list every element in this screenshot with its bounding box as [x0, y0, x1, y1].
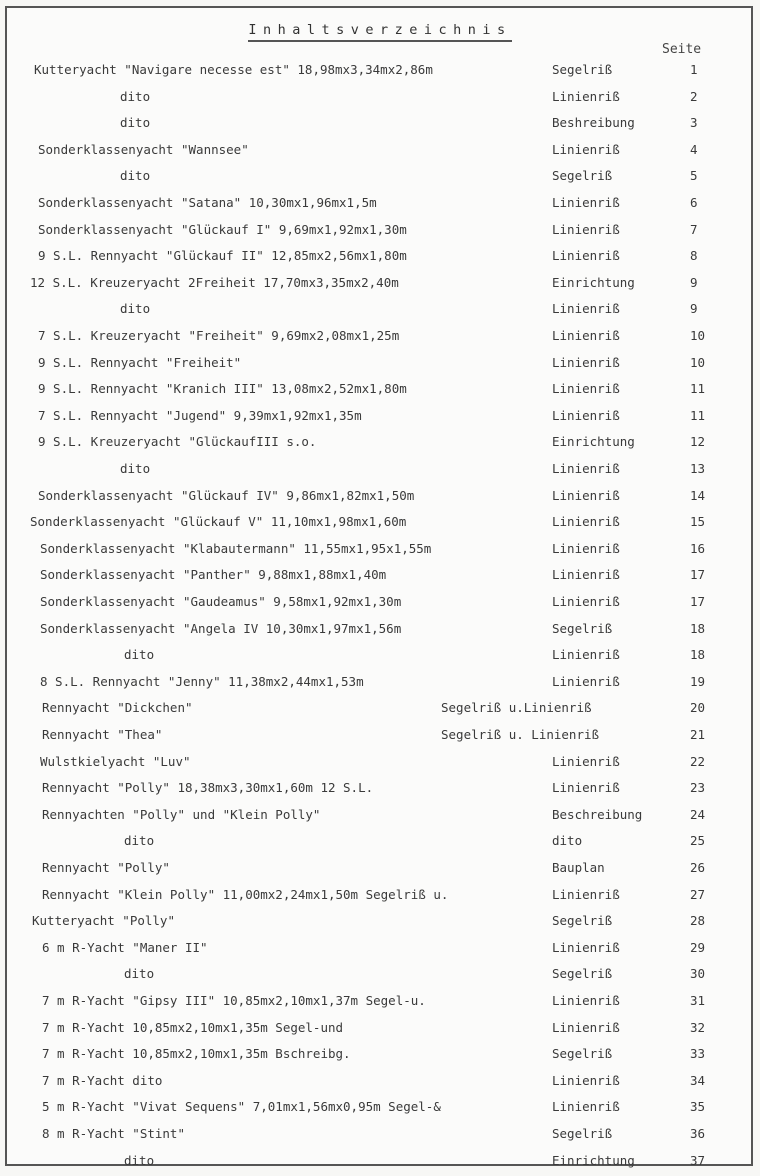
entry-drawing-type: Einrichtung — [552, 1152, 635, 1168]
toc-row — [0, 298, 760, 320]
toc-row — [0, 591, 760, 613]
toc-row — [0, 618, 760, 640]
entry-drawing-type: Segelriß — [552, 168, 613, 184]
entry-title: Rennyacht "Polly" — [42, 860, 170, 875]
entry-title: 7 m R-Yacht dito — [42, 1072, 163, 1088]
entry-drawing-type: Linienriß — [552, 195, 620, 210]
toc-row — [0, 857, 760, 879]
entry-page-number: 9 — [690, 274, 698, 290]
toc-row — [0, 59, 760, 81]
entry-page-number: 31 — [690, 993, 706, 1008]
entry-page-number: 28 — [690, 913, 706, 929]
entry-drawing-type: Segelriß — [552, 913, 613, 929]
entry-drawing-type: Linienriß — [552, 1099, 620, 1115]
entry-title: dito — [120, 88, 151, 104]
toc-row — [0, 1017, 760, 1039]
entry-drawing-type: Bauplan — [552, 860, 605, 875]
entry-page-number: 10 — [690, 354, 706, 370]
entry-page-number: 20 — [690, 700, 706, 716]
entry-title: 8 S.L. Rennyacht "Jenny" 11,38mx2,44mx1,53m — [40, 673, 364, 689]
entry-drawing-type: Linienriß — [552, 407, 620, 423]
toc-row — [0, 538, 760, 560]
entry-page-number: 17 — [690, 594, 706, 609]
entry-page-number: 11 — [690, 407, 706, 423]
entry-title: Sonderklassenyacht "Satana" 10,30mx1,96mx1,5m — [38, 195, 377, 210]
entry-drawing-type: Segelriß — [552, 62, 613, 77]
entry-title: 7 m R-Yacht 10,85mx2,10mx1,35m Segel-und — [42, 1019, 344, 1035]
entry-drawing-type: Linienriß — [552, 753, 620, 769]
entry-page-number: 26 — [690, 860, 706, 875]
entry-title: dito — [124, 1152, 155, 1168]
entry-drawing-type: dito — [552, 833, 583, 849]
entry-page-number: 11 — [690, 381, 706, 397]
entry-page-number: 13 — [690, 461, 706, 476]
entry-title: Sonderklassenyacht "Angela IV 10,30mx1,97mx1,56m — [40, 620, 402, 636]
entry-page-number: 14 — [690, 487, 706, 503]
toc-row — [0, 697, 760, 719]
entry-drawing-type: Linienriß — [552, 594, 620, 609]
toc-row — [0, 272, 760, 294]
toc-row — [0, 777, 760, 799]
toc-row — [0, 724, 760, 746]
toc-row — [0, 564, 760, 586]
entry-title: Sonderklassenyacht "Glückauf I" 9,69mx1,92mx1,30m — [38, 221, 407, 237]
entry-page-number: 33 — [690, 1046, 706, 1062]
entry-page-number: 18 — [690, 620, 706, 636]
entry-title: 6 m R-Yacht "Maner II" — [42, 939, 208, 955]
entry-drawing-type: Einrichtung — [552, 434, 635, 450]
toc-row — [0, 458, 760, 480]
entry-page-number: 9 — [690, 301, 698, 317]
entry-title: Sonderklassenyacht "Klabautermann" 11,55mx1,95x1,55m — [40, 540, 432, 556]
entry-drawing-type: Einrichtung — [552, 274, 635, 290]
toc-row — [0, 86, 760, 108]
toc-row — [0, 378, 760, 400]
entry-page-number: 4 — [690, 141, 698, 157]
entry-title: Sonderklassenyacht "Panther" 9,88mx1,88mx1,40m — [40, 567, 387, 583]
entry-page-number: 18 — [690, 647, 706, 663]
entry-drawing-type: Segelriß — [552, 1126, 613, 1141]
entry-drawing-type: Segelriß — [552, 620, 613, 636]
entry-title: 9 S.L. Rennyacht "Glückauf II" 12,85mx2,56mx1,80m — [38, 248, 407, 264]
entry-drawing-type: Linienriß — [552, 221, 620, 237]
toc-row — [0, 751, 760, 773]
entry-page-number: 34 — [690, 1072, 706, 1088]
toc-row — [0, 219, 760, 241]
entry-page-number: 16 — [690, 540, 706, 556]
entry-title: Kutteryacht "Navigare necesse est" 18,98mx3,34mx2,86m — [34, 62, 433, 77]
toc-row — [0, 431, 760, 453]
toc-row — [0, 910, 760, 932]
toc-row — [0, 165, 760, 187]
entry-title: 7 m R-Yacht 10,85mx2,10mx1,35m Bschreibg. — [42, 1046, 351, 1062]
entry-drawing-type: Linienriß — [552, 301, 620, 317]
entry-page-number: 10 — [690, 328, 706, 343]
entry-title: Sonderklassenyacht "Glückauf IV" 9,86mx1,82mx1,50m — [38, 487, 415, 503]
entry-drawing-type: Beshreibung — [552, 115, 635, 131]
entry-drawing-type: Linienriß — [552, 487, 620, 503]
toc-row — [0, 963, 760, 985]
entry-page-number: 8 — [690, 248, 698, 264]
entry-title: 5 m R-Yacht "Vivat Sequens" 7,01mx1,56mx0,95m Segel-& — [42, 1099, 441, 1115]
toc-row — [0, 511, 760, 533]
entry-drawing-type: Linienriß — [552, 567, 620, 583]
entry-drawing-type: Linienriß — [552, 1072, 620, 1088]
toc-row — [0, 804, 760, 826]
entry-drawing-type: Linienriß — [552, 141, 620, 157]
entry-page-number: 5 — [690, 168, 698, 184]
title-text: Inhaltsverzeichnis — [248, 22, 511, 42]
toc-row — [0, 671, 760, 693]
entry-title: Kutteryacht "Polly" — [32, 913, 175, 929]
toc-row — [0, 485, 760, 507]
entry-drawing-type: Segelriß — [552, 966, 613, 982]
entry-page-number: 2 — [690, 88, 698, 104]
entry-drawing-type: Linienriß — [552, 647, 620, 663]
entry-drawing-type: Segelriß u.Linienriß — [441, 700, 592, 716]
entry-drawing-type: Linienriß — [552, 1019, 620, 1035]
entry-page-number: 1 — [690, 62, 698, 77]
entry-page-number: 17 — [690, 567, 706, 583]
entry-drawing-type: Segelriß u. Linienriß — [441, 727, 600, 742]
entry-title: dito — [124, 966, 155, 982]
toc-row — [0, 884, 760, 906]
entry-page-number: 3 — [690, 115, 698, 131]
entry-page-number: 23 — [690, 780, 706, 796]
toc-row — [0, 245, 760, 267]
entry-title: 9 S.L. Rennyacht "Freiheit" — [38, 354, 242, 370]
entry-drawing-type: Linienriß — [552, 514, 620, 530]
entry-title: 8 m R-Yacht "Stint" — [42, 1126, 185, 1141]
entry-drawing-type: Beschreibung — [552, 806, 643, 822]
toc-row — [0, 112, 760, 134]
entry-page-number: 6 — [690, 195, 698, 210]
entry-page-number: 27 — [690, 886, 706, 902]
entry-drawing-type: Linienriß — [552, 939, 620, 955]
entry-title: Rennyacht "Polly" 18,38mx3,30mx1,60m 12 S.L. — [42, 780, 374, 796]
entry-page-number: 7 — [690, 221, 698, 237]
toc-row — [0, 1123, 760, 1145]
entry-drawing-type: Segelriß — [552, 1046, 613, 1062]
entry-drawing-type: Linienriß — [552, 673, 620, 689]
entry-page-number: 35 — [690, 1099, 706, 1115]
toc-row — [0, 990, 760, 1012]
toc-row — [0, 325, 760, 347]
entry-drawing-type: Linienriß — [552, 461, 620, 476]
entry-drawing-type: Linienriß — [552, 248, 620, 264]
entry-title: Rennyacht "Thea" — [42, 727, 163, 742]
toc-row — [0, 1070, 760, 1092]
entry-title: 9 S.L. Kreuzeryacht "GlückaufIII s.o. — [38, 434, 317, 450]
toc-row — [0, 1096, 760, 1118]
entry-title: dito — [124, 647, 155, 663]
entry-title: dito — [124, 833, 155, 849]
entry-drawing-type: Linienriß — [552, 328, 620, 343]
entry-page-number: 37 — [690, 1152, 706, 1168]
entry-title: 7 S.L. Kreuzeryacht "Freiheit" 9,69mx2,08mx1,25m — [38, 328, 400, 343]
entry-page-number: 19 — [690, 673, 706, 689]
toc-row — [0, 352, 760, 374]
entry-page-number: 32 — [690, 1019, 706, 1035]
entry-drawing-type: Linienriß — [552, 886, 620, 902]
entry-title: Rennyacht "Klein Polly" 11,00mx2,24mx1,50m Segelriß u. — [42, 886, 449, 902]
entry-title: 7 S.L. Rennyacht "Jugend" 9,39mx1,92mx1,35m — [38, 407, 362, 423]
toc-row — [0, 139, 760, 161]
entry-title: 12 S.L. Kreuzeryacht 2Freiheit 17,70mx3,35mx2,40m — [30, 274, 399, 290]
toc-row — [0, 830, 760, 852]
entry-page-number: 22 — [690, 753, 706, 769]
page-title — [0, 22, 760, 38]
entry-drawing-type: Linienriß — [552, 381, 620, 397]
entry-title: 7 m R-Yacht "Gipsy III" 10,85mx2,10mx1,37m Segel-u. — [42, 993, 426, 1008]
entry-page-number: 29 — [690, 939, 706, 955]
toc-row — [0, 937, 760, 959]
entry-page-number: 12 — [690, 434, 706, 450]
entry-drawing-type: Linienriß — [552, 88, 620, 104]
entry-page-number: 24 — [690, 806, 706, 822]
entry-page-number: 30 — [690, 966, 706, 982]
entry-page-number: 36 — [690, 1126, 706, 1141]
entry-title: Rennyacht "Dickchen" — [42, 700, 193, 716]
toc-row — [0, 1150, 760, 1172]
entry-drawing-type: Linienriß — [552, 540, 620, 556]
entry-title: Sonderklassenyacht "Glückauf V" 11,10mx1,98mx1,60m — [30, 514, 407, 530]
entry-title: Wulstkielyacht "Luv" — [40, 753, 191, 769]
entry-title: 9 S.L. Rennyacht "Kranich III" 13,08mx2,52mx1,80m — [38, 381, 407, 397]
entry-drawing-type: Linienriß — [552, 354, 620, 370]
entry-title: Sonderklassenyacht "Wannsee" — [38, 141, 249, 157]
seite-column-header: Seite — [662, 42, 702, 57]
entry-page-number: 21 — [690, 727, 706, 742]
entry-page-number: 25 — [690, 833, 706, 849]
entry-title: dito — [120, 301, 151, 317]
entry-title: Rennyachten "Polly" und "Klein Polly" — [42, 806, 321, 822]
entry-title: dito — [120, 461, 151, 476]
toc-row — [0, 192, 760, 214]
toc-row — [0, 405, 760, 427]
toc-row — [0, 1043, 760, 1065]
entry-drawing-type: Linienriß — [552, 780, 620, 796]
entry-page-number: 15 — [690, 514, 706, 530]
toc-row — [0, 644, 760, 666]
entry-drawing-type: Linienriß — [552, 993, 620, 1008]
entry-title: Sonderklassenyacht "Gaudeamus" 9,58mx1,92mx1,30m — [40, 594, 402, 609]
entry-title: dito — [120, 168, 151, 184]
entry-title: dito — [120, 115, 151, 131]
